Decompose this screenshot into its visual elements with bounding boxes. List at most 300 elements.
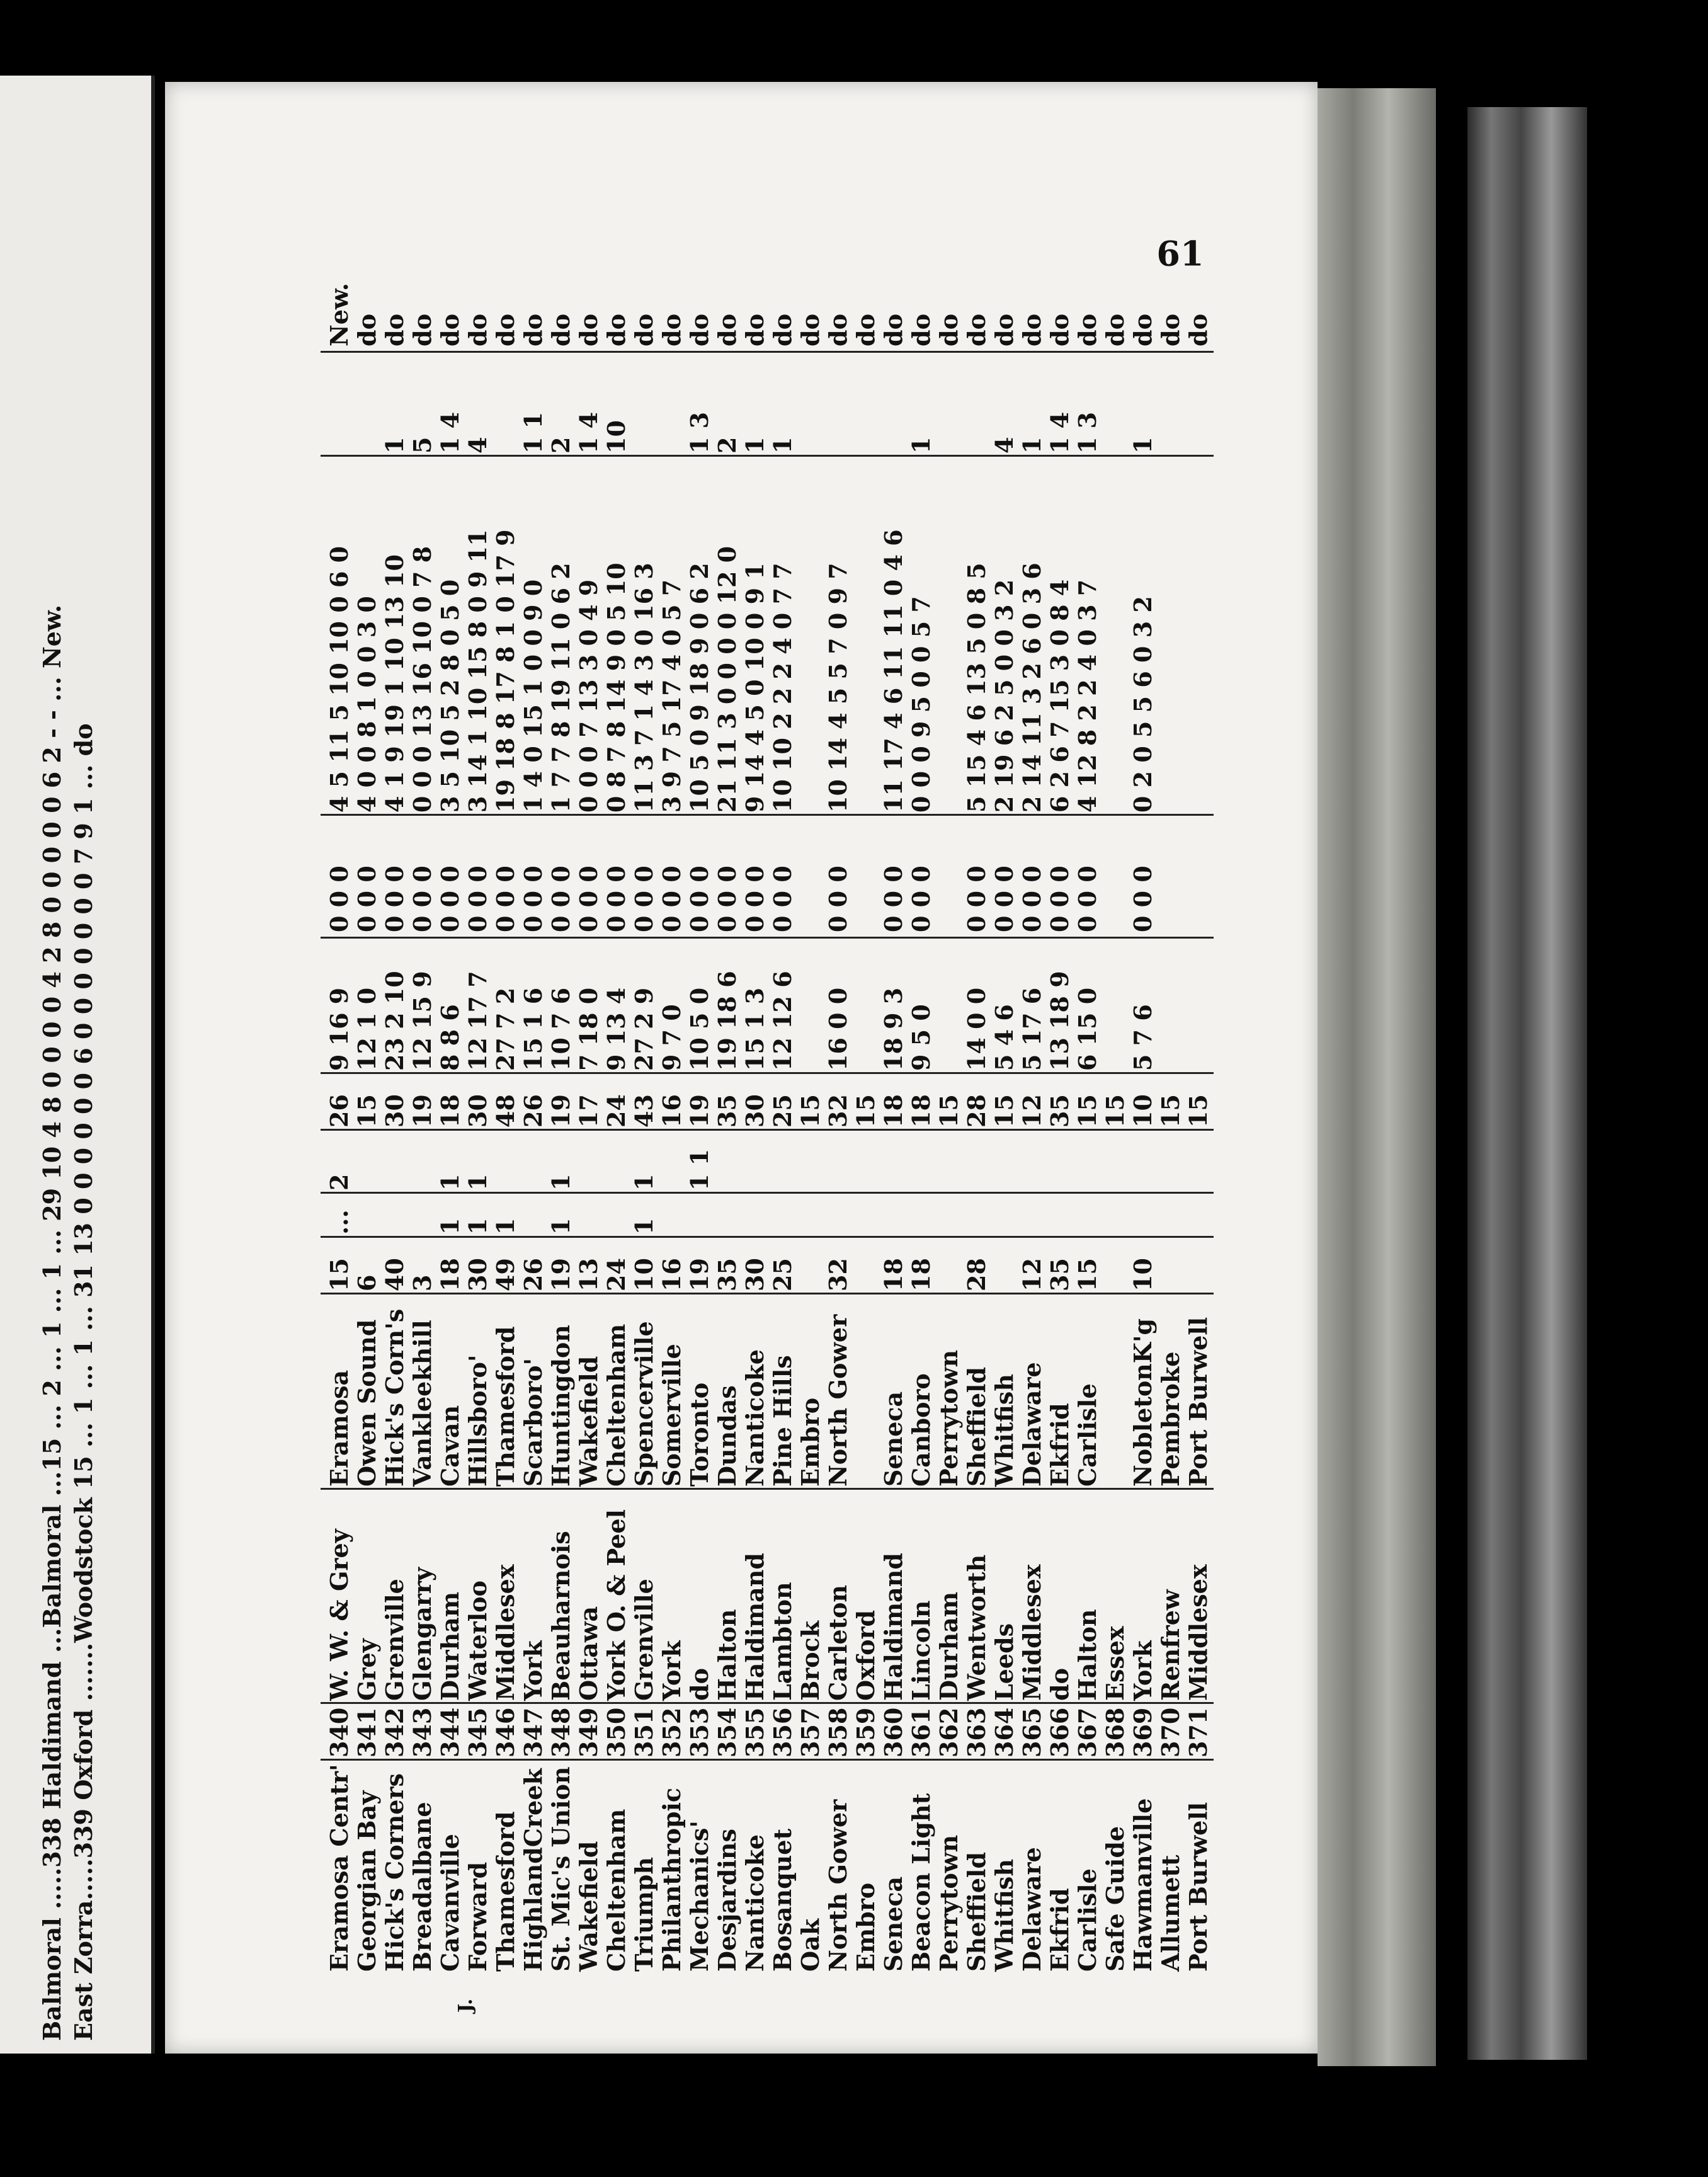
cell-g: 5 15 4 6 13 5 0 8 5: [962, 563, 991, 813]
cell-status: do: [1156, 314, 1185, 346]
cell-place: Cheltenham: [602, 1323, 630, 1487]
cell-place: Thamesford: [491, 1326, 520, 1487]
cell-status: do: [907, 314, 935, 346]
cell-no: 370: [1156, 1707, 1185, 1757]
cell-place: Dundas: [713, 1385, 741, 1487]
cell-status: do: [879, 314, 908, 346]
cell-e: 19 18 6: [713, 971, 741, 1071]
table-row: [714, 258, 741, 1972]
cell-lodge: Delaware: [1018, 1847, 1046, 1972]
cell-h: [1157, 359, 1185, 454]
table-row: [963, 258, 991, 1972]
cell-f: [797, 819, 824, 932]
cell-d: 15: [935, 1094, 963, 1128]
cell-a: [797, 1241, 824, 1291]
cell-d: 15: [1184, 1094, 1212, 1128]
table-row: [326, 258, 353, 1972]
cell-e: 13 18 9: [1045, 971, 1074, 1071]
cell-e: 6 15 0: [1073, 987, 1102, 1071]
left-page-rotated: [0, 76, 151, 2054]
cell-no: 341: [353, 1707, 381, 1757]
cell-b: 1: [464, 1218, 492, 1235]
cell-no: 360: [879, 1707, 908, 1757]
cell-b: [852, 1197, 880, 1235]
cell-b: 1: [630, 1218, 658, 1235]
cell-f: 0 0 0: [547, 866, 575, 932]
cell-d: 30: [464, 1094, 492, 1128]
table-row: [353, 258, 381, 1972]
table-row: [409, 258, 436, 1972]
cell-e: 14 0 0: [962, 987, 991, 1071]
cell-a: 26: [519, 1258, 547, 1291]
table-row: [1018, 258, 1046, 1972]
cell-b: [409, 1197, 436, 1235]
cell-g: 3 14 1 10 15 8 0 9 11: [464, 529, 492, 813]
cell-e: 5 4 6: [990, 1004, 1018, 1071]
cell-c: [381, 1134, 409, 1191]
cell-status: do: [547, 314, 575, 346]
table-row: [686, 258, 714, 1972]
cell-county: York: [519, 1640, 547, 1701]
cell-h: [824, 359, 852, 454]
cell-b: [714, 1197, 741, 1235]
cell-h: [492, 359, 520, 454]
cell-f: 0 0 0: [519, 866, 547, 932]
cell-status: do: [851, 314, 880, 346]
cell-status: do: [935, 314, 963, 346]
cell-lodge: Bosanquet: [768, 1828, 797, 1972]
margin-marker: J.: [455, 1998, 477, 2013]
cell-g: 4 0 0 8 1 0 0 3 0: [353, 596, 381, 813]
cell-no: 345: [464, 1707, 492, 1757]
cell-b: [741, 1197, 769, 1235]
cell-f: 0 0 0: [907, 866, 935, 932]
cell-f: 0 0 0: [1045, 866, 1074, 932]
cell-d: 15: [851, 1094, 880, 1128]
cell-status: do: [464, 314, 492, 346]
cell-h: 1: [1018, 437, 1046, 454]
cell-h: [797, 359, 824, 454]
cell-c: [1046, 1134, 1074, 1191]
cell-f: 0 0 0: [464, 866, 492, 932]
cell-no: 346: [491, 1707, 520, 1757]
cell-g: 21 11 3 0 0 0 0 12 0: [713, 546, 741, 813]
cell-f: 0 0 0: [380, 866, 409, 932]
cell-b: [824, 1197, 852, 1235]
cell-g: [1157, 460, 1185, 813]
cell-e: 27 2 9: [630, 987, 658, 1071]
cell-no: 347: [519, 1707, 547, 1757]
cell-lodge: Mechanics': [685, 1820, 714, 1972]
cell-place: Eramosa: [325, 1369, 353, 1487]
cell-no: 348: [547, 1707, 575, 1757]
table-row: [547, 258, 575, 1972]
cell-status: do: [574, 314, 603, 346]
cell-h: [630, 359, 658, 454]
column-rule: [321, 1293, 1214, 1294]
cell-a: 30: [741, 1258, 769, 1291]
cell-county: W. W. & Grey: [325, 1529, 353, 1701]
cell-county: do: [685, 1668, 714, 1701]
cell-d: 24: [602, 1094, 630, 1128]
cell-place: Seneca: [879, 1391, 908, 1487]
cell-f: 0 0 0: [741, 866, 769, 932]
cell-county: Middlesex: [491, 1564, 520, 1701]
cell-h: 4: [464, 437, 492, 454]
cell-lodge: Port Burwell: [1184, 1802, 1212, 1972]
cell-status: do: [1045, 314, 1074, 346]
cell-f: 0 0 0: [491, 866, 520, 932]
cell-a: 6: [353, 1274, 381, 1291]
cell-county: Wentworth: [962, 1554, 991, 1701]
cell-no: 366: [1045, 1707, 1074, 1757]
cell-lodge: Seneca: [879, 1876, 908, 1972]
cell-h: [1102, 359, 1129, 454]
cell-e: [935, 945, 963, 1071]
cell-lodge: Allumett: [1156, 1854, 1185, 1972]
column-rule: [321, 1192, 1214, 1194]
page-number: 61: [1156, 233, 1204, 274]
cell-d: 32: [824, 1094, 852, 1128]
cell-g: 6 2 6 7 15 3 0 8 4: [1045, 579, 1074, 813]
table-row: [575, 258, 603, 1972]
cell-county: Grenville: [380, 1579, 409, 1701]
cell-c: [658, 1134, 686, 1191]
cell-f: [935, 819, 963, 932]
cell-g: 2 14 11 3 2 6 0 3 6: [1018, 563, 1046, 813]
cell-g: 10 10 2 2 2 4 0 7 7: [768, 563, 797, 813]
cell-a: 40: [380, 1258, 409, 1291]
cell-a: 49: [491, 1258, 520, 1291]
cell-b: [575, 1197, 603, 1235]
cell-d: 18: [879, 1094, 908, 1128]
cell-county: York: [658, 1640, 686, 1701]
cell-h: 1: [1129, 437, 1157, 454]
cell-c: [1157, 1134, 1185, 1191]
cell-e: [797, 945, 824, 1071]
cell-a: 3: [408, 1274, 436, 1291]
cell-f: 0 0 0: [1018, 866, 1046, 932]
column-rule: [321, 1759, 1214, 1761]
cell-c: [908, 1134, 935, 1191]
cell-status: do: [491, 314, 520, 346]
cell-h: 1 4: [574, 411, 603, 454]
cell-a: 15: [325, 1258, 353, 1291]
cell-status: do: [408, 314, 436, 346]
cell-g: 0 0 0 9 5 0 0 5 7: [907, 596, 935, 813]
table-row: [908, 258, 935, 1972]
cell-c: 2: [325, 1174, 353, 1191]
cell-c: [797, 1134, 824, 1191]
cell-h: 1: [741, 437, 769, 454]
cell-b: [658, 1197, 686, 1235]
cell-status: do: [713, 314, 741, 346]
table-row: [658, 258, 686, 1972]
cell-c: 1 1: [685, 1148, 714, 1191]
cell-d: 43: [630, 1094, 658, 1128]
cell-a: 19: [547, 1258, 575, 1291]
table-row: [630, 258, 658, 1972]
cell-d: 15: [1156, 1094, 1185, 1128]
cell-b: [963, 1197, 991, 1235]
cell-g: 10 14 4 5 5 7 0 9 7: [824, 563, 852, 813]
cell-lodge: Perrytown: [935, 1834, 963, 1972]
cell-a: 18: [879, 1258, 908, 1291]
cell-lodge: Hick's Corners: [380, 1773, 409, 1972]
cell-f: 0 0 0: [824, 866, 852, 932]
cell-county: Oxford: [851, 1609, 880, 1701]
cell-e: [852, 945, 880, 1071]
table-row: [1102, 258, 1129, 1972]
cell-no: 368: [1101, 1707, 1129, 1757]
cell-c: [741, 1134, 769, 1191]
cell-e: 9 5 0: [907, 1004, 935, 1071]
cell-a: 19: [685, 1258, 714, 1291]
table-row: [381, 258, 409, 1972]
cell-a: 28: [962, 1258, 991, 1291]
cell-d: 15: [1073, 1094, 1102, 1128]
cell-h: [880, 359, 908, 454]
table-row: [464, 258, 492, 1972]
cell-a: [1157, 1241, 1185, 1291]
cell-h: 1 4: [1045, 411, 1074, 454]
cell-g: 3 5 10 5 2 8 0 5 0: [436, 579, 464, 813]
cell-lodge: Forward: [464, 1861, 492, 1972]
cell-no: 354: [713, 1707, 741, 1757]
column-rule: [321, 1236, 1214, 1238]
cell-c: [520, 1134, 547, 1191]
cell-county: Middlesex: [1184, 1564, 1212, 1701]
cell-e: 15 1 6: [519, 987, 547, 1071]
cell-c: [492, 1134, 520, 1191]
cell-a: [1102, 1241, 1129, 1291]
cell-e: 16 0 0: [824, 987, 852, 1071]
cell-no: 342: [380, 1707, 409, 1757]
cell-h: 5: [408, 437, 436, 454]
cell-e: 12 12 6: [768, 971, 797, 1071]
cell-h: [963, 359, 991, 454]
cell-place: Somerville: [658, 1344, 686, 1487]
cell-place: Spencerville: [630, 1321, 658, 1487]
cell-e: 12 1 0: [353, 987, 381, 1071]
cell-b: [1018, 1197, 1046, 1235]
cell-c: 1: [464, 1174, 492, 1191]
table-row: [1046, 258, 1074, 1972]
cell-f: [1157, 819, 1185, 932]
cell-a: 13: [574, 1258, 603, 1291]
cell-county: Lincoln: [907, 1600, 935, 1701]
cell-e: 7 18 0: [574, 987, 603, 1071]
cell-e: 8 8 6: [436, 1004, 464, 1071]
table-row: [1129, 258, 1157, 1972]
cell-f: 0 0 0: [408, 866, 436, 932]
cell-c: [991, 1134, 1018, 1191]
cell-lodge: Cheltenham: [602, 1808, 630, 1972]
cell-e: 5 7 6: [1129, 1004, 1157, 1071]
cell-d: 30: [380, 1094, 409, 1128]
cell-county: Grenville: [630, 1579, 658, 1701]
cell-lodge: Nanticoke: [741, 1834, 769, 1972]
cell-county: Brock: [796, 1621, 824, 1701]
cell-h: [852, 359, 880, 454]
cell-f: [1185, 819, 1212, 932]
cell-place: [1102, 1298, 1129, 1487]
cell-b: [381, 1197, 409, 1235]
cell-g: [1185, 460, 1212, 813]
cell-d: 18: [907, 1094, 935, 1128]
cell-lodge: Embro: [851, 1882, 880, 1972]
cell-county: Grey: [353, 1638, 381, 1701]
cell-place: Cavan: [436, 1405, 464, 1487]
column-rule: [321, 814, 1214, 816]
cell-b: [797, 1197, 824, 1235]
cell-a: [991, 1241, 1018, 1291]
cell-lodge: Ekfrid: [1045, 1888, 1074, 1972]
cell-a: 10: [1129, 1258, 1157, 1291]
cell-county: Essex: [1101, 1626, 1129, 1701]
cell-g: 1 4 0 15 1 0 0 9 0: [519, 579, 547, 813]
cell-f: 0 0 0: [990, 866, 1018, 932]
cell-county: Renfrew: [1156, 1589, 1185, 1701]
cell-b: [603, 1197, 630, 1235]
cell-lodge: Sheffield: [962, 1851, 991, 1972]
cell-status: do: [796, 314, 824, 346]
cell-e: [1157, 945, 1185, 1071]
cell-b: [686, 1197, 714, 1235]
cell-lodge: North Gower: [824, 1799, 852, 1972]
cell-h: [353, 359, 381, 454]
cell-e: 9 13 4: [602, 987, 630, 1071]
cell-county: Beauharnois: [547, 1531, 575, 1701]
cell-place: Ekfrid: [1045, 1403, 1074, 1487]
column-rule: [321, 937, 1214, 939]
cell-county: do: [1045, 1668, 1074, 1701]
cell-place: Hick's Corn's: [380, 1308, 409, 1487]
cell-a: 16: [658, 1258, 686, 1291]
cell-status: do: [685, 314, 714, 346]
cell-d: 15: [796, 1094, 824, 1128]
cell-place: Embro: [796, 1397, 824, 1487]
cell-place: NobletonK'g: [1129, 1318, 1157, 1487]
table-row: [880, 258, 908, 1972]
cell-g: 4 5 11 5 10 10 0 6 0: [325, 546, 353, 813]
cell-place: Pembroke: [1156, 1351, 1185, 1487]
cell-place: Carlisle: [1073, 1383, 1102, 1487]
cell-f: 0 0 0: [879, 866, 908, 932]
cell-h: 1: [768, 437, 797, 454]
cell-place: Perrytown: [935, 1349, 963, 1487]
cell-place: Scarboro': [519, 1357, 547, 1487]
cell-b: [1129, 1197, 1157, 1235]
table-row: [824, 258, 852, 1972]
cell-f: 0 0 0: [353, 866, 381, 932]
cell-no: 352: [658, 1707, 686, 1757]
cell-f: 0 0 0: [685, 866, 714, 932]
cell-c: 1: [630, 1174, 658, 1191]
cell-e: 18 9 3: [879, 987, 908, 1071]
cell-lodge: Cavanville: [436, 1834, 464, 1972]
cell-county: Durham: [436, 1591, 464, 1701]
cell-no: 362: [935, 1707, 963, 1757]
cell-lodge: Carlisle: [1073, 1868, 1102, 1972]
cell-b: 1: [491, 1218, 520, 1235]
cell-e: [1185, 945, 1212, 1071]
cell-place: Canboro: [907, 1373, 935, 1487]
cell-f: [1102, 819, 1129, 932]
cell-b: 1: [436, 1218, 464, 1235]
cell-place: Owen Sound: [353, 1319, 381, 1487]
cell-place: North Gower: [824, 1314, 852, 1487]
cell-county: Glengarry: [408, 1567, 436, 1701]
cell-g: 3 9 7 5 17 4 0 5 7: [658, 579, 686, 813]
cell-lodge: Philanthropic: [658, 1787, 686, 1972]
cell-b: 1: [547, 1218, 575, 1235]
cell-c: [714, 1134, 741, 1191]
cell-e: 23 2 10: [380, 971, 409, 1071]
cell-g: 0 8 7 8 14 9 0 5 10: [602, 563, 630, 813]
cell-g: 9 14 4 5 0 10 0 9 1: [741, 563, 769, 813]
cell-e: 12 17 7: [464, 971, 492, 1071]
cell-a: 18: [436, 1258, 464, 1291]
cell-no: 353: [685, 1707, 714, 1757]
cell-place: [852, 1298, 880, 1487]
cell-h: [1185, 359, 1212, 454]
cell-b: [1046, 1197, 1074, 1235]
cell-h: 2: [713, 437, 741, 454]
cell-g: 4 1 9 19 1 10 13 10: [380, 554, 409, 813]
cell-status: do: [602, 314, 630, 346]
cell-c: 1: [547, 1174, 575, 1191]
cell-no: 356: [768, 1707, 797, 1757]
cell-b: [1157, 1197, 1185, 1235]
cell-county: Leeds: [990, 1623, 1018, 1701]
cell-no: 343: [408, 1707, 436, 1757]
rotated-table-area: [165, 82, 1318, 2054]
cell-e: 10 7 6: [547, 987, 575, 1071]
cell-county: Haldimand: [741, 1553, 769, 1701]
cell-d: 48: [491, 1094, 520, 1128]
cell-lodge: Desjardins: [713, 1829, 741, 1972]
cell-f: 0 0 0: [768, 866, 797, 932]
cell-lodge: Breadalbane: [408, 1802, 436, 1972]
cell-place: Hillsboro': [464, 1354, 492, 1487]
cell-d: 15: [990, 1094, 1018, 1128]
cell-lodge: HighlandCreek: [519, 1768, 547, 1972]
cell-c: [353, 1134, 381, 1191]
cell-lodge: Wakefield: [574, 1841, 603, 1972]
cell-c: [852, 1134, 880, 1191]
cell-d: 15: [1101, 1094, 1129, 1128]
cell-c: [1074, 1134, 1102, 1191]
cell-g: 0 2 0 5 5 6 0 3 2: [1129, 596, 1157, 813]
cell-a: 24: [602, 1258, 630, 1291]
table-row: [1074, 258, 1102, 1972]
cell-lodge: Safe Guide: [1101, 1826, 1129, 1972]
table-row: [797, 258, 824, 1972]
column-rule: [321, 1129, 1214, 1131]
cell-h: [658, 359, 686, 454]
cell-e: 9 7 0: [658, 1004, 686, 1071]
cell-a: 35: [1045, 1258, 1074, 1291]
cell-lodge: Triumph: [630, 1856, 658, 1972]
cell-a: 25: [768, 1258, 797, 1291]
cell-c: [409, 1134, 436, 1191]
cell-d: 26: [519, 1094, 547, 1128]
cell-e: 9 16 9: [325, 987, 353, 1071]
cell-b: [935, 1197, 963, 1235]
cell-g: 2 19 6 2 5 0 0 3 2: [990, 579, 1018, 813]
cell-county: York: [1129, 1640, 1157, 1701]
